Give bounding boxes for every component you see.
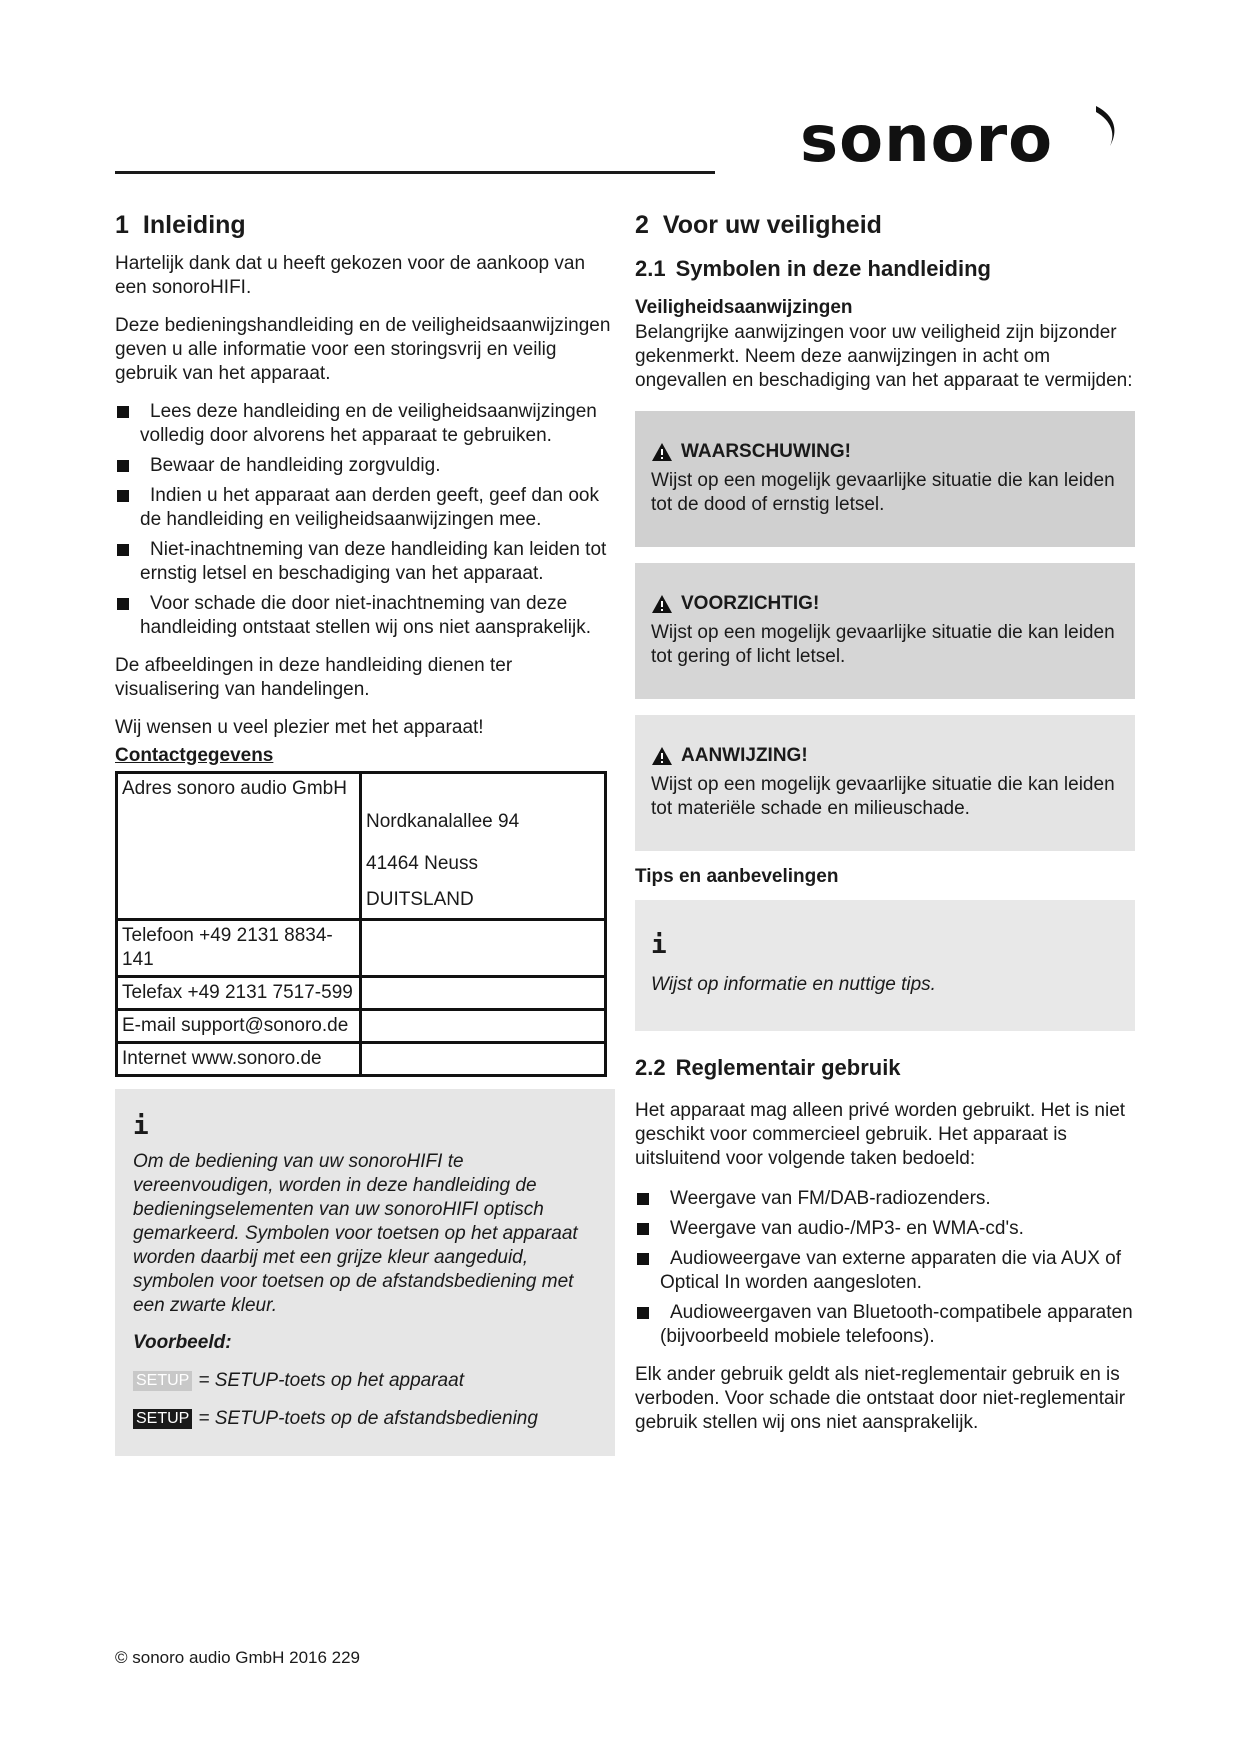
caution-text: Wijst op een mogelijk gevaarlijke situatie die kan leiden tot gering of licht letsel. (651, 622, 1115, 668)
table-row (117, 976, 606, 1009)
example-row (133, 1370, 597, 1392)
address-line: Nordkanalallee 94 (366, 810, 520, 832)
table-row (117, 919, 606, 976)
usage-intro: Het apparaat mag alleen privé worden gebruikt. Het is niet geschikt voor commercieel gebruik. Het apparaat is uitsluitend voor volgende taken bedoeld: (635, 1100, 1126, 1170)
example-text: = SETUP-toets op de afstandsbediening (198, 1407, 538, 1429)
notice-box (635, 715, 1135, 851)
section-heading-usage: 2.2 Reglementair gebruik (635, 1054, 901, 1080)
symbols-intro: Belangrijke aanwijzingen voor uw veiligheid zijn bijzonder gekenmerkt. Neem deze aanwijzingen in acht om ongevallen en beschadiging van het apparaat te vermijden: (635, 322, 1133, 392)
address-line: DUITSLAND (366, 888, 474, 910)
tips-box (635, 900, 1135, 1031)
device-setup-key: SETUP (133, 1371, 192, 1391)
warning-triangle-icon (651, 594, 673, 614)
warning-box (635, 411, 1135, 547)
warning-triangle-icon (651, 442, 673, 462)
info-icon: i (651, 929, 667, 960)
warning-text: Wijst op een mogelijk gevaarlijke situatie die kan leiden tot de dood of ernstig letsel. (651, 470, 1115, 516)
left-column (115, 210, 615, 1456)
contact-fax: Telefax +49 2131 7517-599 (117, 976, 361, 1009)
contact-address-label: Adres sonoro audio GmbH (117, 772, 361, 919)
list-item: Voor schade die door niet-inachtneming van deze handleiding ontstaat stellen wij ons niet aansprakelijk. (115, 592, 615, 640)
info-box (115, 1089, 615, 1456)
logo-text: sonoro (800, 103, 1054, 177)
safety-instructions-heading: Veiligheidsaanwijzingen (635, 297, 853, 319)
info-icon: i (133, 1110, 149, 1141)
table-row (117, 772, 606, 919)
contact-table (115, 771, 607, 1077)
list-item: Lees deze handleiding en de veiligheidsaanwijzingen volledig door alvorens het apparaat te gebruiken. (115, 400, 615, 448)
address-line: 41464 Neuss (366, 852, 478, 874)
info-text: Om de bediening van uw sonoroHIFI te vereenvoudigen, worden in deze handleiding de bedieningselementen van uw sonoroHIFI optisch gemarkeerd. Symbolen voor toetsen op het apparaat worden daarbij met een grijze kleur aangeduid, symbolen voor toetsen op de afstandsbediening met een zwarte kleur. (133, 1150, 578, 1316)
notice-text: Wijst op een mogelijk gevaarlijke situatie die kan leiden tot materiële schade en milieuschade. (651, 774, 1115, 820)
right-column (635, 210, 1135, 1449)
list-item: Audioweergaven van Bluetooth-compatibele apparaten (bijvoorbeeld mobiele telefoons). (635, 1301, 1135, 1349)
list-item: Weergave van audio-/MP3- en WMA-cd's. (635, 1217, 1135, 1241)
list-item: Bewaar de handleiding zorgvuldig. (115, 454, 615, 478)
contact-phone: Telefoon +49 2131 8834-141 (117, 919, 361, 976)
footer-copyright: © sonoro audio GmbH 2016 229 (115, 1648, 361, 1667)
contact-website[interactable]: Internet www.sonoro.de (117, 1042, 361, 1075)
intro-paragraph: Hartelijk dank dat u heeft gekozen voor de aankoop van een sonoroHIFI. (115, 253, 586, 298)
usage-bullet-list (635, 1187, 1135, 1349)
remote-setup-key: SETUP (133, 1409, 192, 1429)
usage-closing: Elk ander gebruik geldt als niet-reglementair gebruik en is verboden. Voor schade die ontstaat door niet-reglementair gebruik stellen wij ons niet aansprakelijk. (635, 1364, 1126, 1434)
list-item: Indien u het apparaat aan derden geeft, geef dan ook de handleiding en veiligheidsaanwijzingen mee. (115, 484, 615, 532)
caution-title: VOORZICHTIG! (681, 593, 820, 615)
section-heading-safety: 2 Voor uw veiligheid (635, 211, 882, 239)
sonoro-logo (800, 100, 1130, 180)
section-heading-symbols: 2.1 Symbolen in deze handleiding (635, 256, 991, 281)
caution-box (635, 563, 1135, 699)
tips-text: Wijst op informatie en nuttige tips. (651, 973, 936, 995)
closing-paragraph: De afbeeldingen in deze handleiding dienen ter visualisering van handelingen. (115, 655, 513, 700)
header-rule (115, 171, 715, 174)
list-item: Audioweergave van externe apparaten die via AUX of Optical In worden aangesloten. (635, 1247, 1135, 1295)
list-item: Weergave van FM/DAB-radiozenders. (635, 1187, 1135, 1211)
example-row (133, 1408, 597, 1430)
intro-paragraph: Deze bedieningshandleiding en de veiligheidsaanwijzingen geven u alle informatie voor een storingsvrij en veilig gebruik van het apparaat. (115, 315, 611, 384)
closing-paragraph: Wij wensen u veel plezier met het apparaat! (115, 717, 484, 738)
list-item: Niet-inachtneming van deze handleiding kan leiden tot ernstig letsel en beschadiging van het apparaat. (115, 538, 615, 586)
warning-title: WAARSCHUWING! (681, 441, 851, 463)
example-text: = SETUP-toets op het apparaat (198, 1369, 464, 1391)
contact-address-lines (361, 772, 606, 919)
warning-triangle-icon (651, 746, 673, 766)
section-heading-intro: 1 Inleiding (115, 211, 246, 239)
contact-email[interactable]: E-mail support@sonoro.de (117, 1009, 361, 1042)
notice-title: AANWIJZING! (681, 745, 808, 767)
intro-bullet-list (115, 400, 615, 640)
example-title: Voorbeeld: (133, 1331, 232, 1353)
table-row (117, 1042, 606, 1075)
table-row (117, 1009, 606, 1042)
tips-heading: Tips en aanbevelingen (635, 866, 839, 888)
logo-swoosh-icon (1090, 102, 1126, 162)
contact-heading: Contactgegevens (115, 745, 274, 766)
